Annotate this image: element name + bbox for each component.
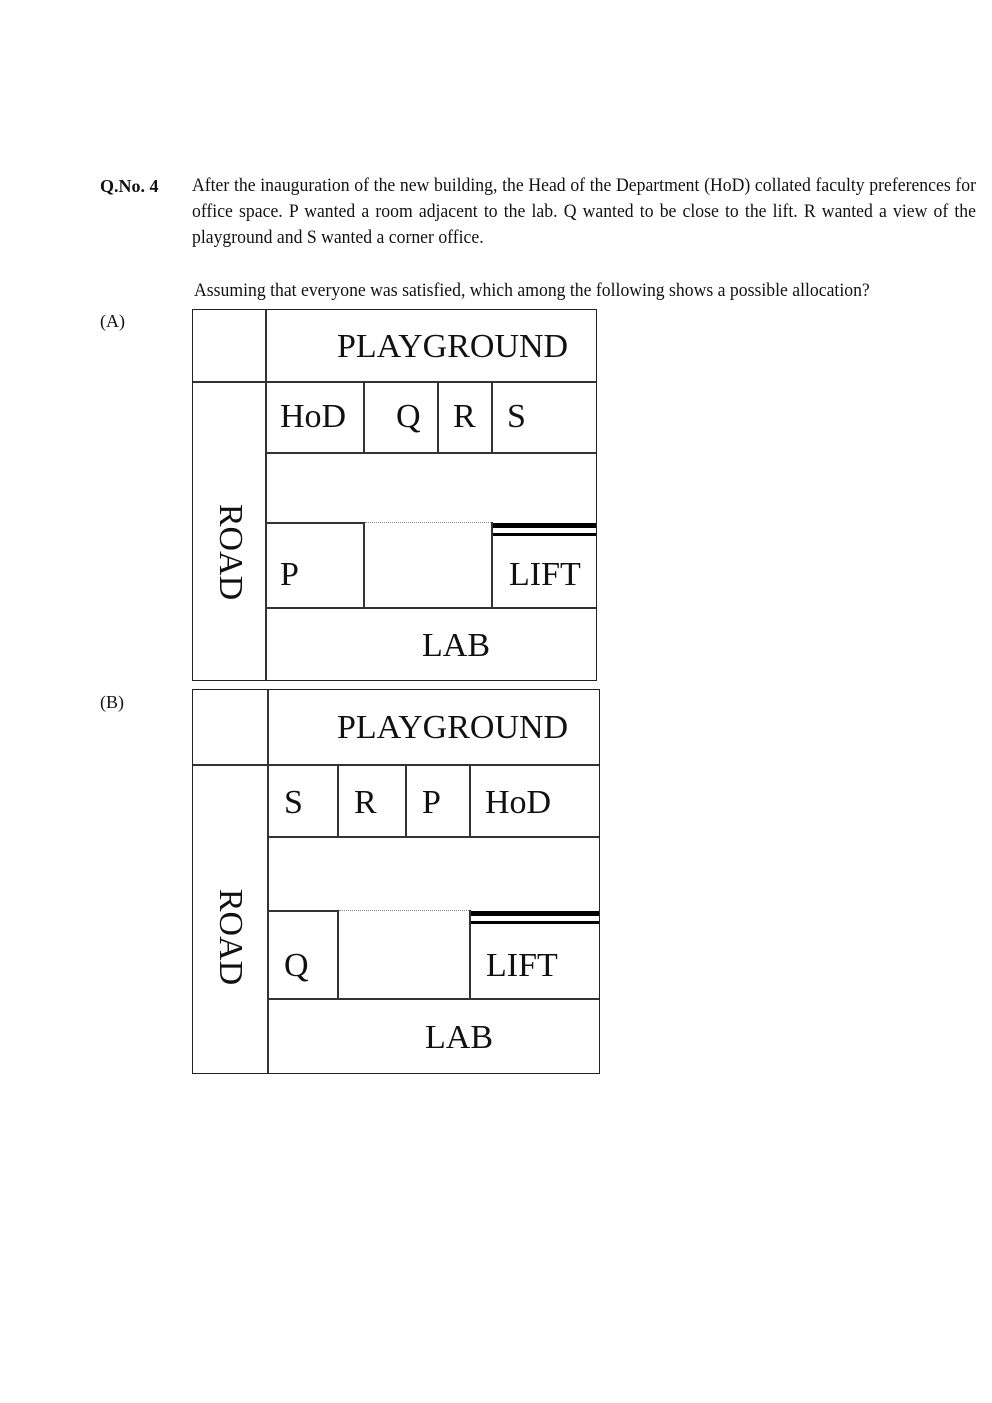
lift-label: LIFT (509, 556, 581, 593)
lift-door-bar (491, 533, 596, 536)
lab-label: LAB (425, 1019, 493, 1056)
playground-divider (193, 764, 599, 766)
room-row-bottom (265, 452, 596, 454)
lift-label: LIFT (486, 947, 558, 984)
room-s: S (284, 784, 303, 821)
lift-left (469, 910, 471, 999)
lab-top (265, 607, 596, 609)
room-r: R (354, 784, 377, 821)
question-number: Q.No. 4 (100, 176, 159, 196)
option-a-floor-plan (192, 309, 597, 681)
lift-door-bar (469, 911, 599, 916)
lift-left (491, 522, 493, 608)
option-b-label[interactable]: (B) (100, 692, 124, 712)
road-label: ROAD (212, 888, 250, 986)
room-q-right (337, 910, 339, 999)
corridor-dashed-edge (365, 522, 491, 523)
room-divider (469, 764, 471, 837)
playground-label: PLAYGROUND (337, 709, 569, 746)
playground-divider (193, 381, 596, 383)
room-divider (363, 381, 365, 453)
room-q-top (267, 910, 338, 912)
lift-door-bar (491, 523, 596, 528)
lab-label: LAB (422, 627, 490, 664)
option-b-floor-plan (192, 689, 600, 1074)
room-hod: HoD (280, 398, 347, 435)
lab-top (267, 998, 599, 1000)
lift-door-bar (469, 921, 599, 924)
room-divider (337, 764, 339, 837)
room-p-right (363, 522, 365, 608)
room-q: Q (284, 947, 309, 984)
room-r: R (453, 398, 476, 435)
question-prompt: Assuming that everyone was satisfied, which among the following shows a possible allocation? (194, 280, 870, 301)
road-label: ROAD (212, 503, 250, 601)
room-divider (405, 764, 407, 837)
room-q: Q (396, 398, 421, 435)
room-p: P (422, 784, 441, 821)
room-hod: HoD (485, 784, 552, 821)
corridor-dashed-edge (339, 910, 469, 911)
option-a-label[interactable]: (A) (100, 311, 125, 331)
playground-label: PLAYGROUND (337, 328, 569, 365)
road-divider (265, 310, 267, 680)
road-divider (267, 690, 269, 1073)
room-divider (437, 381, 439, 453)
room-row-bottom (267, 836, 599, 838)
room-divider (491, 381, 493, 453)
room-p-top (265, 522, 364, 524)
room-s: S (507, 398, 526, 435)
question-text: After the inauguration of the new building, the Head of the Department (HoD) collated faculty preferences for office space. P wanted a room adjacent to the lab. Q wanted to be close to the lift. R wanted a view of the playground and S wanted a corner office. (192, 175, 976, 248)
room-p: P (280, 556, 299, 593)
